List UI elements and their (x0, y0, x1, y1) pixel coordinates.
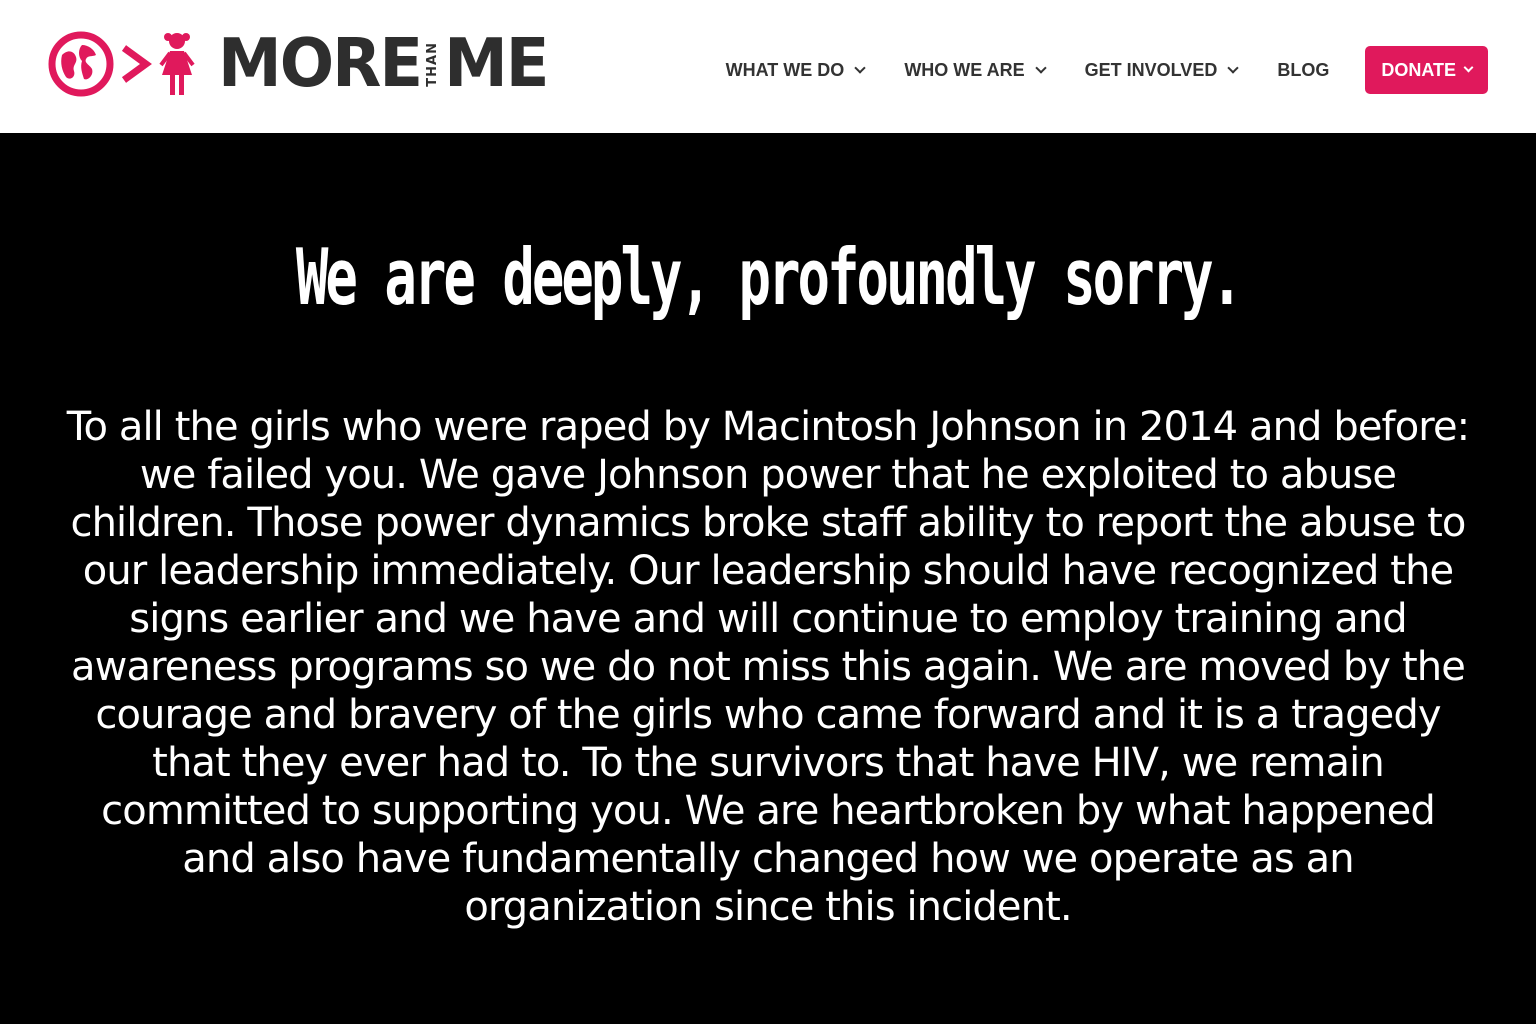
apology-statement: To all the girls who were raped by Macintosh Johnson in 2014 and before: we failed you. We gave Johnson power that he exploited to abuse children. Those power dynamics broke staff ability to report the abuse to our leadership immediately. Our leadership should have recognized the signs earlier and we have and will continue to employ training and awareness programs so we do not miss this again. We are moved by the courage and bravery of the girls who came forward and it is a tragedy that they ever had to. To the survivors that have HIV, we remain committed to supporting you. We are heartbroken by what happened and also have fundamentally changed how we operate as an organization since this incident. (66, 404, 1470, 930)
nav-item-get-involved[interactable] (1085, 60, 1238, 81)
nav-item-what-we-do[interactable] (726, 60, 865, 81)
nav-item-who-we-are[interactable] (904, 60, 1044, 81)
site-header (0, 0, 1536, 133)
girl-icon (158, 31, 196, 97)
nav-item-label: WHAT WE DO (725, 59, 845, 80)
chevron-down-icon (1228, 62, 1239, 73)
page-title: We are deeply, profoundly sorry. (295, 231, 1241, 323)
main-nav (726, 46, 1488, 94)
chevron-down-icon (855, 62, 866, 73)
globe-icon (48, 31, 114, 97)
donate-button[interactable] (1365, 46, 1488, 94)
chevron-right-icon (118, 44, 152, 84)
nav-item-blog[interactable] (1277, 60, 1329, 81)
nav-item-label: GET INVOLVED (1084, 59, 1218, 80)
donate-label: DONATE (1381, 59, 1456, 80)
apology-section (0, 133, 1536, 1024)
nav-item-label: BLOG (1277, 59, 1330, 80)
site-logo[interactable] (48, 25, 548, 103)
nav-item-label: WHO WE ARE (904, 59, 1025, 80)
logo-text-more: MORE (218, 25, 422, 103)
logo-text-me: ME (444, 25, 548, 103)
chevron-down-icon (1035, 62, 1046, 73)
chevron-down-icon (1464, 63, 1474, 73)
logo-text-than: THAN (425, 41, 441, 87)
